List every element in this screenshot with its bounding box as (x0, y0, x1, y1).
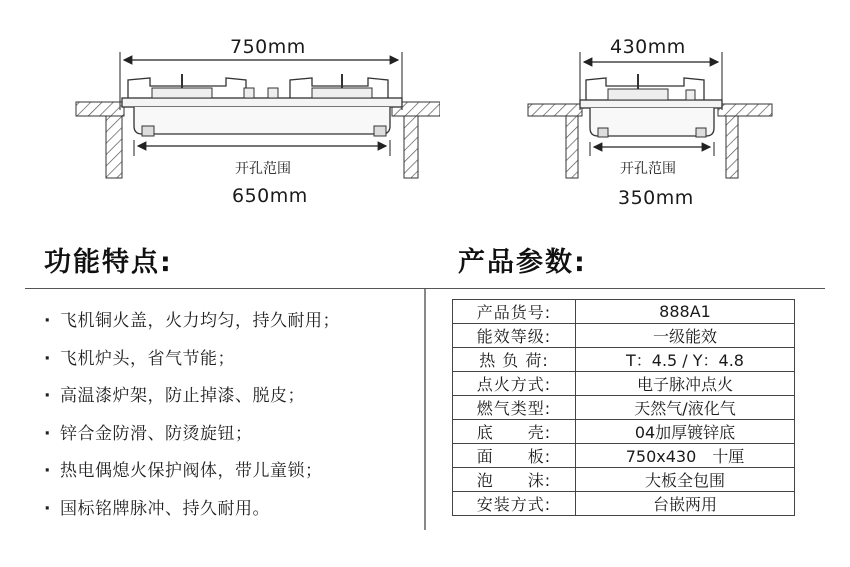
bullet-dot: · (44, 461, 51, 481)
table-row (453, 396, 795, 420)
bullet-dot: · (44, 348, 51, 369)
bullet-dot: · (44, 386, 51, 406)
feature-text: 高温漆炉架，防止掉漆、脱皮； (60, 386, 305, 406)
list-item (44, 341, 424, 379)
cutout-width-label-right: 350mm (618, 187, 694, 209)
total-width-label-right: 430mm (610, 36, 686, 58)
feature-text: 飞机炉头，省气节能； (60, 348, 235, 369)
list-item (44, 378, 424, 416)
table-row (453, 372, 795, 396)
column-separator (424, 289, 426, 530)
table-row (453, 348, 795, 372)
param-key: 热 负 荷: (453, 348, 576, 372)
param-value: 888A1 (576, 300, 795, 324)
table-row (453, 300, 795, 324)
cutout-caption-left: 开孔范围 (235, 161, 291, 177)
param-key: 面 板: (453, 444, 576, 468)
param-key: 产品货号: (453, 300, 576, 324)
feature-text: 锌合金防滑、防烫旋钮； (60, 423, 253, 444)
param-key: 点火方式: (453, 372, 576, 396)
list-item (44, 453, 424, 491)
param-key: 燃气类型: (453, 396, 576, 420)
param-value: 一级能效 (576, 324, 795, 348)
param-value: 750x430 十厘 (576, 444, 795, 468)
stove-diagram-left (0, 0, 440, 220)
feature-text: 国标铭牌脉冲、持久耐用。 (60, 498, 270, 519)
features-list (44, 303, 424, 528)
param-value: 电子脉冲点火 (576, 372, 795, 396)
param-value: 台嵌两用 (576, 492, 795, 516)
table-row (453, 324, 795, 348)
list-item (44, 416, 424, 454)
table-row (453, 492, 795, 516)
bullet-dot: · (44, 423, 51, 444)
total-width-label-left: 750mm (230, 36, 306, 58)
features-title: 功能特点: (44, 247, 173, 278)
cutout-caption-right: 开孔范围 (620, 161, 676, 177)
feature-text: 飞机铜火盖，火力均匀，持久耐用； (60, 311, 340, 331)
bullet-dot: · (44, 498, 51, 519)
table-row (453, 420, 795, 444)
list-item (44, 303, 424, 341)
params-title: 产品参数: (458, 247, 587, 278)
param-key: 安装方式: (453, 492, 576, 516)
bullet-dot: · (44, 311, 51, 331)
param-value: T：4.5 / Y：4.8 (576, 348, 795, 372)
param-key: 底 壳: (453, 420, 576, 444)
table-row (453, 444, 795, 468)
param-value: 大板全包围 (576, 468, 795, 492)
param-key: 泡 沫: (453, 468, 576, 492)
list-item (44, 491, 424, 529)
param-value: 04加厚镀锌底 (576, 420, 795, 444)
param-value: 天然气/液化气 (576, 396, 795, 420)
cutout-width-label-left: 650mm (232, 185, 308, 207)
feature-text: 热电偶熄火保护阀体，带儿童锁； (60, 461, 323, 481)
params-table (452, 299, 795, 516)
param-key: 能效等级: (453, 324, 576, 348)
stove-diagram-right (500, 0, 800, 220)
table-row (453, 468, 795, 492)
